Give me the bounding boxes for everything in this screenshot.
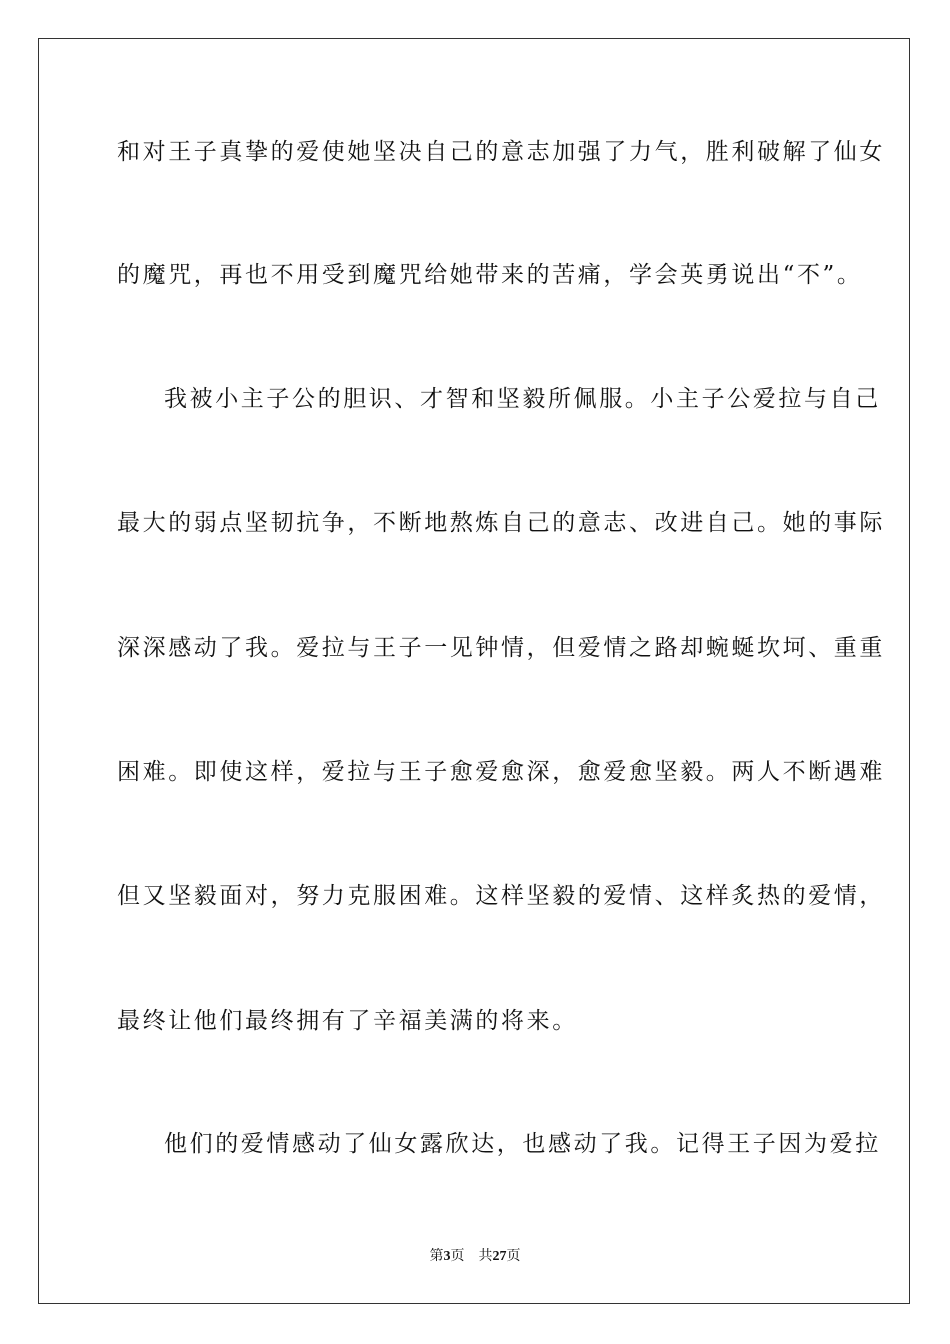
total-pages: 27 bbox=[492, 1249, 507, 1264]
total-suffix: 页 bbox=[506, 1248, 521, 1264]
body-text-line-5: 深深感动了我。爱拉与王子一见钟情，但爱情之路却蜿蜒坎坷、重重 bbox=[117, 635, 885, 661]
body-text-line-1: 和对王子真挚的爱使她坚决自己的意志加强了力气，胜利破解了仙女 bbox=[117, 139, 885, 165]
page-number: 3 bbox=[443, 1249, 451, 1264]
total-prefix: 共 bbox=[478, 1248, 493, 1264]
page-border bbox=[38, 38, 910, 1304]
body-text-line-9: 他们的爱情感动了仙女露欣达，也感动了我。记得王子因为爱拉 bbox=[164, 1131, 881, 1157]
body-text-line-7: 但又坚毅面对，努力克服困难。这样坚毅的爱情、这样炙热的爱情， bbox=[117, 883, 885, 909]
page-footer bbox=[0, 1247, 950, 1266]
page-prefix: 第 bbox=[429, 1248, 444, 1264]
body-text-line-3: 我被小主子公的胆识、才智和坚毅所佩服。小主子公爱拉与自己 bbox=[164, 386, 881, 412]
body-text-line-8: 最终让他们最终拥有了辛福美满的将来。 bbox=[117, 1008, 578, 1034]
body-text-line-4: 最大的弱点坚韧抗争，不断地熬炼自己的意志、改进自己。她的事际 bbox=[117, 510, 885, 536]
page-suffix: 页 bbox=[450, 1248, 465, 1264]
body-text-line-2: 的魔咒，再也不用受到魔咒给她带来的苦痛，学会英勇说出“不”。 bbox=[117, 262, 863, 288]
body-text-line-6: 困难。即使这样，爱拉与王子愈爱愈深，愈爱愈坚毅。两人不断遇难 bbox=[117, 759, 885, 785]
